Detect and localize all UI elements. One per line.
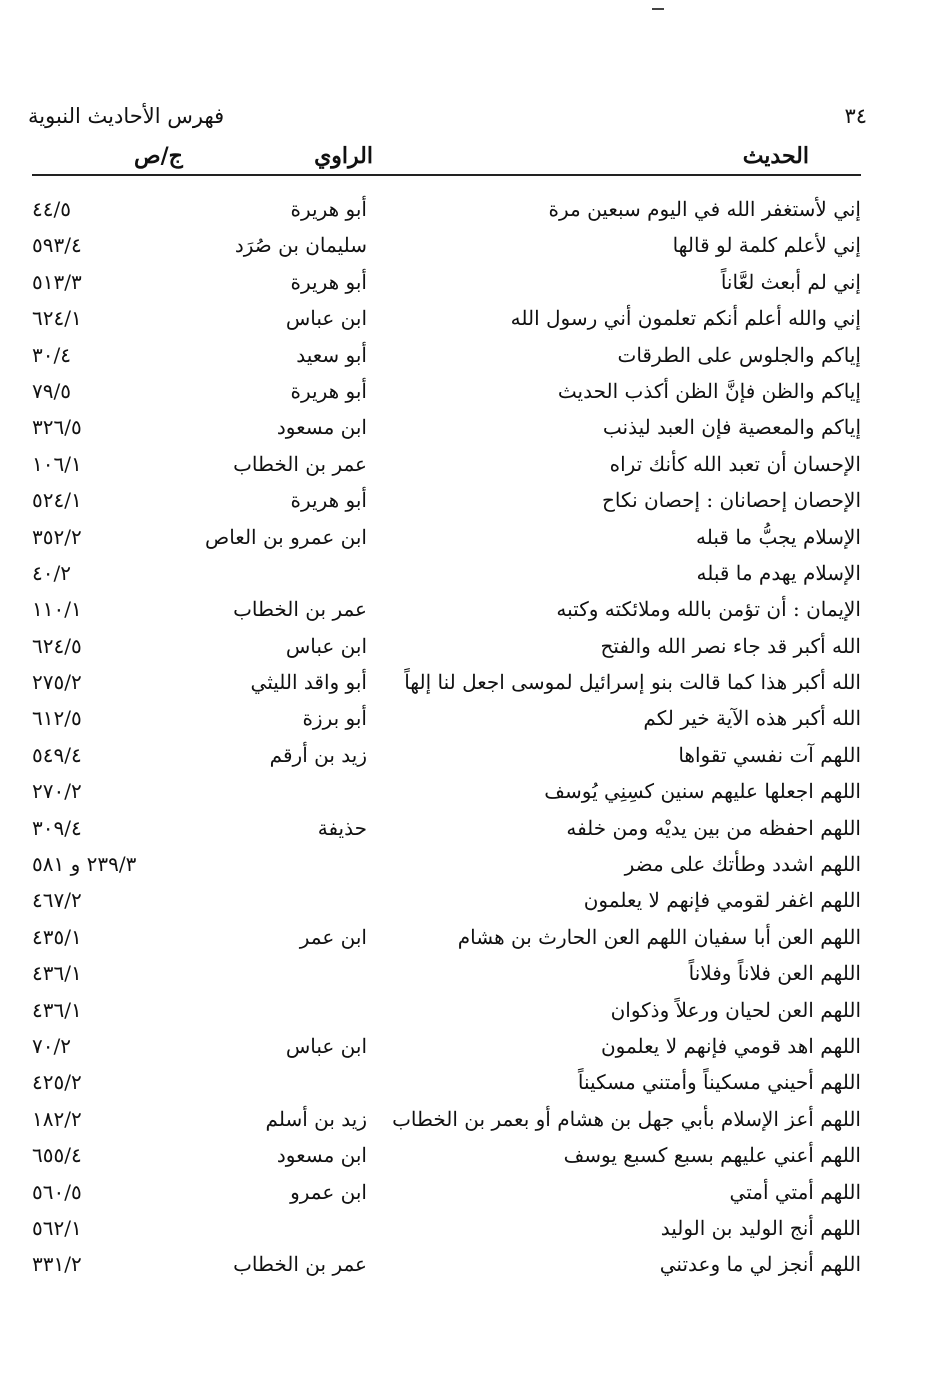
narrator-name: ابن مسعود: [276, 1143, 367, 1168]
table-row: [0, 229, 947, 265]
hadith-text: اللهم اهد قومي فإنهم لا يعلمون: [600, 1033, 861, 1058]
hadith-text: الإسلام يهدم ما قبله: [696, 560, 861, 585]
hadith-text: الإحسان أن تعبد الله كأنك تراه: [609, 451, 861, 476]
volume-page-ref: ٣٥٢/٢: [32, 524, 82, 549]
running-header: [28, 104, 867, 134]
hadith-text: اللهم العن فلاناً وفلاناً: [688, 961, 861, 986]
table-row: [0, 375, 947, 411]
hadith-text: الإحصان إحصانان : إحصان نكاح: [602, 488, 861, 513]
narrator-name: سليمان بن صُرَد: [234, 233, 367, 258]
hadith-text: اللهم احفظه من بين يديْه ومن خلفه: [566, 815, 861, 840]
narrator-name: ابن عمرو بن العاص: [205, 524, 367, 549]
narrator-name: أبو برزة: [302, 706, 367, 731]
table-row: [0, 1066, 947, 1102]
table-row: [0, 1103, 947, 1139]
hadith-text: الله أكبر هذه الآية خير لكم: [643, 706, 861, 731]
hadith-text: الإيمان : أن تؤمن بالله وملائكته وكتبه: [556, 597, 861, 622]
table-row: [0, 812, 947, 848]
table-row: [0, 593, 947, 629]
hadith-text: إني لأعلم كلمة لو قالها: [672, 233, 861, 258]
volume-page-ref: ٤٠/٢: [32, 560, 71, 585]
volume-page-ref: ٤٦٧/٢: [32, 888, 82, 913]
header-divider: [32, 174, 861, 176]
table-row: [0, 266, 947, 302]
hadith-text: إياكم والجلوس على الطرقات: [617, 342, 861, 367]
table-row: [0, 666, 947, 702]
narrator-name: ابن عمر: [299, 924, 367, 949]
column-header-narrator: الراوي: [314, 143, 373, 169]
table-row: [0, 557, 947, 593]
narrator-name: ابن عمرو: [290, 1179, 367, 1204]
hadith-text: إني والله أعلم أنكم تعلمون أني رسول الله: [510, 306, 861, 331]
hadith-text: إني لم أبعث لعَّاناً: [720, 269, 861, 294]
table-row: [0, 302, 947, 338]
narrator-name: عمر بن الخطاب: [233, 1252, 367, 1277]
table-row: [0, 630, 947, 666]
hadith-text: الإسلام يجبُّ ما قبله: [696, 524, 861, 549]
volume-page-ref: ٤٣٦/١: [32, 961, 82, 986]
table-row: [0, 1212, 947, 1248]
narrator-name: أبو سعيد: [296, 342, 367, 367]
volume-page-ref: ٧٩/٥: [32, 378, 71, 403]
table-row: [0, 339, 947, 375]
volume-page-ref: ٥١٣/٣: [32, 269, 82, 294]
narrator-name: زيد بن أسلم: [265, 1106, 367, 1131]
narrator-name: ابن عباس: [285, 306, 367, 331]
narrator-name: حذيفة: [317, 815, 367, 840]
table-row: [0, 411, 947, 447]
narrator-name: عمر بن الخطاب: [233, 597, 367, 622]
volume-page-ref: ٢٧٠/٢: [32, 779, 82, 804]
hadith-text: اللهم آت نفسي تقواها: [678, 742, 861, 767]
table-row: [0, 884, 947, 920]
table-row: [0, 1139, 947, 1175]
volume-page-ref: ٦١٢/٥: [32, 706, 82, 731]
hadith-text: اللهم أعز الإسلام بأبي جهل بن هشام أو بعمر بن الخطاب: [392, 1106, 861, 1131]
hadith-text: اللهم اشدد وطأتك على مضر: [624, 852, 861, 877]
hadith-text: إياكم والمعصية فإن العبد ليذنب: [602, 415, 861, 440]
table-row: [0, 957, 947, 993]
volume-page-ref: ٤٤/٥: [32, 197, 71, 221]
book-title: فهرس الأحاديث النبوية: [28, 104, 225, 128]
narrator-name: أبو واقد الليثي: [250, 670, 367, 695]
hadith-text: إني لأستغفر الله في اليوم سبعين مرة: [548, 197, 861, 221]
table-row: [0, 921, 947, 957]
table-row: [0, 994, 947, 1030]
hadith-text: اللهم أنجز لي ما وعدتني: [659, 1252, 861, 1277]
narrator-name: عمر بن الخطاب: [233, 451, 367, 476]
volume-page-ref: ٤٣٦/١: [32, 997, 82, 1022]
top-mark: [652, 8, 664, 10]
hadith-text: الله أكبر هذا كما قالت بنو إسرائيل لموسى اجعل لنا إلهاً: [404, 670, 861, 695]
hadith-index-table: [0, 193, 947, 1285]
volume-page-ref: ٣٠/٤: [32, 342, 71, 367]
column-header-hadith: الحديث: [742, 143, 809, 169]
narrator-name: أبو هريرة: [290, 269, 367, 294]
table-row: [0, 775, 947, 811]
narrator-name: ابن عباس: [285, 1033, 367, 1058]
hadith-text: اللهم أنج الوليد بن الوليد: [660, 1215, 861, 1240]
volume-page-ref: ٢٧٥/٢: [32, 670, 82, 695]
volume-page-ref: ٥٦٠/٥: [32, 1179, 82, 1204]
volume-page-ref: ٤٢٥/٢: [32, 1070, 82, 1095]
table-row: [0, 1176, 947, 1212]
volume-page-ref: ٥٢٤/١: [32, 488, 82, 513]
narrator-name: ابن عباس: [285, 633, 367, 658]
table-row: [0, 1248, 947, 1284]
volume-page-ref: ١٠٦/١: [32, 451, 82, 476]
page-number: ٣٤: [844, 104, 867, 128]
narrator-name: أبو هريرة: [290, 197, 367, 221]
table-row: [0, 193, 947, 229]
volume-page-ref: ١١٠/١: [32, 597, 82, 622]
table-row: [0, 448, 947, 484]
narrator-name: أبو هريرة: [290, 488, 367, 513]
volume-page-ref: ٤٣٥/١: [32, 924, 82, 949]
volume-page-ref: ٦٢٤/١: [32, 306, 82, 331]
hadith-text: اللهم اجعلها عليهم سنين كسِنِي يُوسف: [544, 779, 861, 804]
volume-page-ref: ٣٠٩/٤: [32, 815, 82, 840]
hadith-text: اللهم العن لحيان ورعلاً وذكوان: [610, 997, 861, 1022]
table-row: [0, 484, 947, 520]
hadith-text: اللهم أحيني مسكيناً وأمتني مسكيناً: [577, 1070, 861, 1095]
table-row: [0, 521, 947, 557]
table-row: [0, 848, 947, 884]
table-row: [0, 702, 947, 738]
hadith-text: اللهم أمتي أمتي: [729, 1179, 861, 1204]
volume-page-ref: ٥٦٢/١: [32, 1215, 82, 1240]
hadith-text: اللهم العن أبا سفيان اللهم العن الحارث بن هشام: [457, 924, 861, 949]
volume-page-ref: ٧٠/٢: [32, 1033, 71, 1058]
volume-page-ref: ٥٤٩/٤: [32, 742, 82, 767]
hadith-text: اللهم أعني عليهم بسبع كسبع يوسف: [563, 1143, 861, 1168]
table-row: [0, 1030, 947, 1066]
volume-page-ref: ٦٥٥/٤: [32, 1143, 82, 1168]
volume-page-ref: ٦٢٤/٥: [32, 633, 82, 658]
volume-page-ref: ٥٩٣/٤: [32, 233, 82, 258]
column-header-reference: ج/ص: [134, 143, 183, 169]
narrator-name: ابن مسعود: [276, 415, 367, 440]
hadith-text: اللهم اغفر لقومي فإنهم لا يعلمون: [583, 888, 861, 913]
narrator-name: زيد بن أرقم: [269, 742, 367, 767]
narrator-name: أبو هريرة: [290, 378, 367, 403]
volume-page-ref: ١٨٢/٢: [32, 1106, 82, 1131]
table-row: [0, 739, 947, 775]
volume-page-ref: ٢٣٩/٣ و ٥٨١: [32, 852, 137, 877]
hadith-text: الله أكبر قد جاء نصر الله والفتح: [600, 633, 861, 658]
volume-page-ref: ٣٢٦/٥: [32, 415, 82, 440]
volume-page-ref: ٣٣١/٢: [32, 1252, 82, 1277]
hadith-text: إياكم والظن فإنَّ الظن أكذب الحديث: [557, 378, 861, 403]
